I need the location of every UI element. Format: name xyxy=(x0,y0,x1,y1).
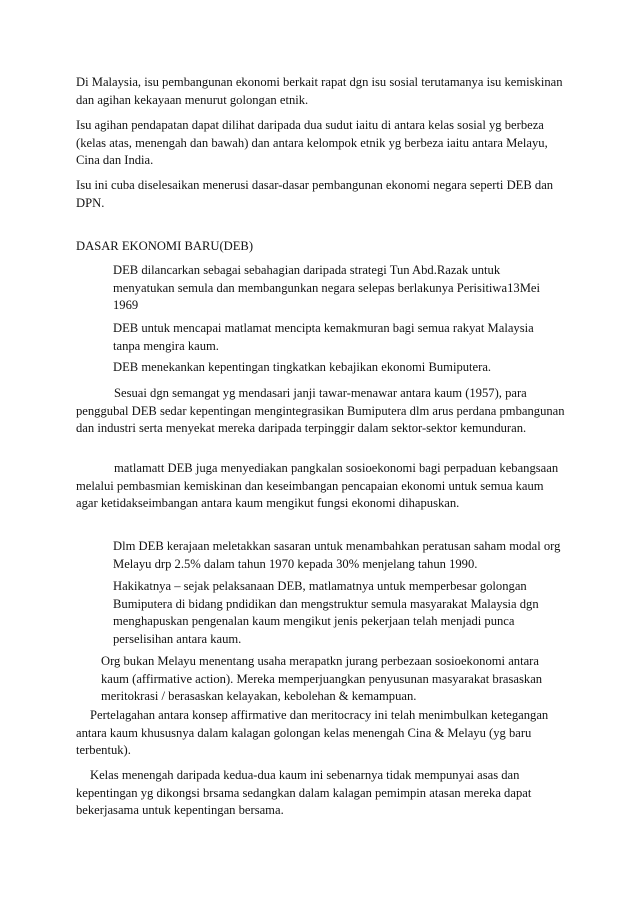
deb-point-integration: Sesuai dgn semangat yg mendasari janji tawar-menawar antara kaum (1957), para penggubal DEB sedar kepentingan mengintegrasikan Bumiputera dlm arus perdana pmbangunan dan industri serta menyekat mereka daripada terpinggir dalam sektor-sektor kemunduran. xyxy=(76,386,565,435)
deb-point-prosperity: DEB untuk mencapai matlamat mencipta kemakmuran bagi semua rakyat Malaysia tanpa mengira kaum. xyxy=(113,321,534,353)
deb-point-launch: DEB dilancarkan sebagai sebahagian daripada strategi Tun Abd.Razak untuk menyatukan semula dan membangunkan negara selepas berlakunya Perisitiwa13Mei 1969 xyxy=(113,263,541,312)
deb-point-unity: matlamatt DEB juga menyediakan pangkalan sosioekonomi bagi perpaduan kebangsaan melalui pembasmian kemiskinan dan keseimbangan pencapaian ekonomi untuk semua kaum agar ketidakseimbangan antara kaum mengikut fungsi ekonomi dihapuskan. xyxy=(76,461,559,510)
deb-point-opposition: Org bukan Melayu menentang usaha merapatkn jurang perbezaan sosioekonomi antara kaum (affirmative action). Mereka memperjuangkan penyusunan masyarakat brasaskan meritokrasi / berasaskan kelayakan, kebolehan & kemampuan. xyxy=(101,654,543,703)
intro-paragraph-policy: Isu ini cuba diselesaikan menerusi dasar-dasar pembangunan ekonomi negara seperti DEB dan DPN. xyxy=(76,178,554,210)
deb-point-middle-class: Kelas menengah daripada kedua-dua kaum ini sebenarnya tidak mempunyai asas dan kepentingan yg dikongsi brsama sedangkan dalam kalagan pemimpin atasan mereka dapat bekerjasama untuk kepentingan bersama. xyxy=(76,768,532,817)
deb-point-bumiputera: DEB menekankan kepentingan tingkatkan kebajikan ekonomi Bumiputera. xyxy=(113,360,492,374)
deb-point-reality: Hakikatnya – sejak pelaksanaan DEB, matlamatnya untuk memperbesar golongan Bumiputera di bidang pndidikan dan mengstruktur semula masyarakat Malaysia dgn menghapuskan pengenalan kaum mengikut jenis pekerjaan telah menjadi punca perselisihan antara kaum. xyxy=(113,579,539,646)
deb-point-tension: Pertelagahan antara konsep affirmative dan meritocracy ini telah menimbulkan ketegangan antara kaum khususnya dalam kalagan golongan kelas menengah Cina & Melayu (yg baru terbentuk). xyxy=(76,708,549,757)
intro-paragraph-malaysia: Di Malaysia, isu pembangunan ekonomi berkait rapat dgn isu sosial terutamanya isu kemiskinan dan agihan kekayaan menurut golongan etnik. xyxy=(76,75,563,107)
section-heading-deb: DASAR EKONOMI BARU(DEB) xyxy=(76,239,254,253)
intro-paragraph-income: Isu agihan pendapatan dapat dilihat daripada dua sudut iaitu di antara kelas sosial yg berbeza (kelas atas, menengah dan bawah) dan antara kelompok etnik yg berbeza iaitu antara Melayu, Cina dan India. xyxy=(76,118,548,167)
deb-point-equity-target: Dlm DEB kerajaan meletakkan sasaran untuk menambahkan peratusan saham modal org Melayu drp 2.5% dalam tahun 1970 kepada 30% menjelang tahun 1990. xyxy=(113,539,561,571)
